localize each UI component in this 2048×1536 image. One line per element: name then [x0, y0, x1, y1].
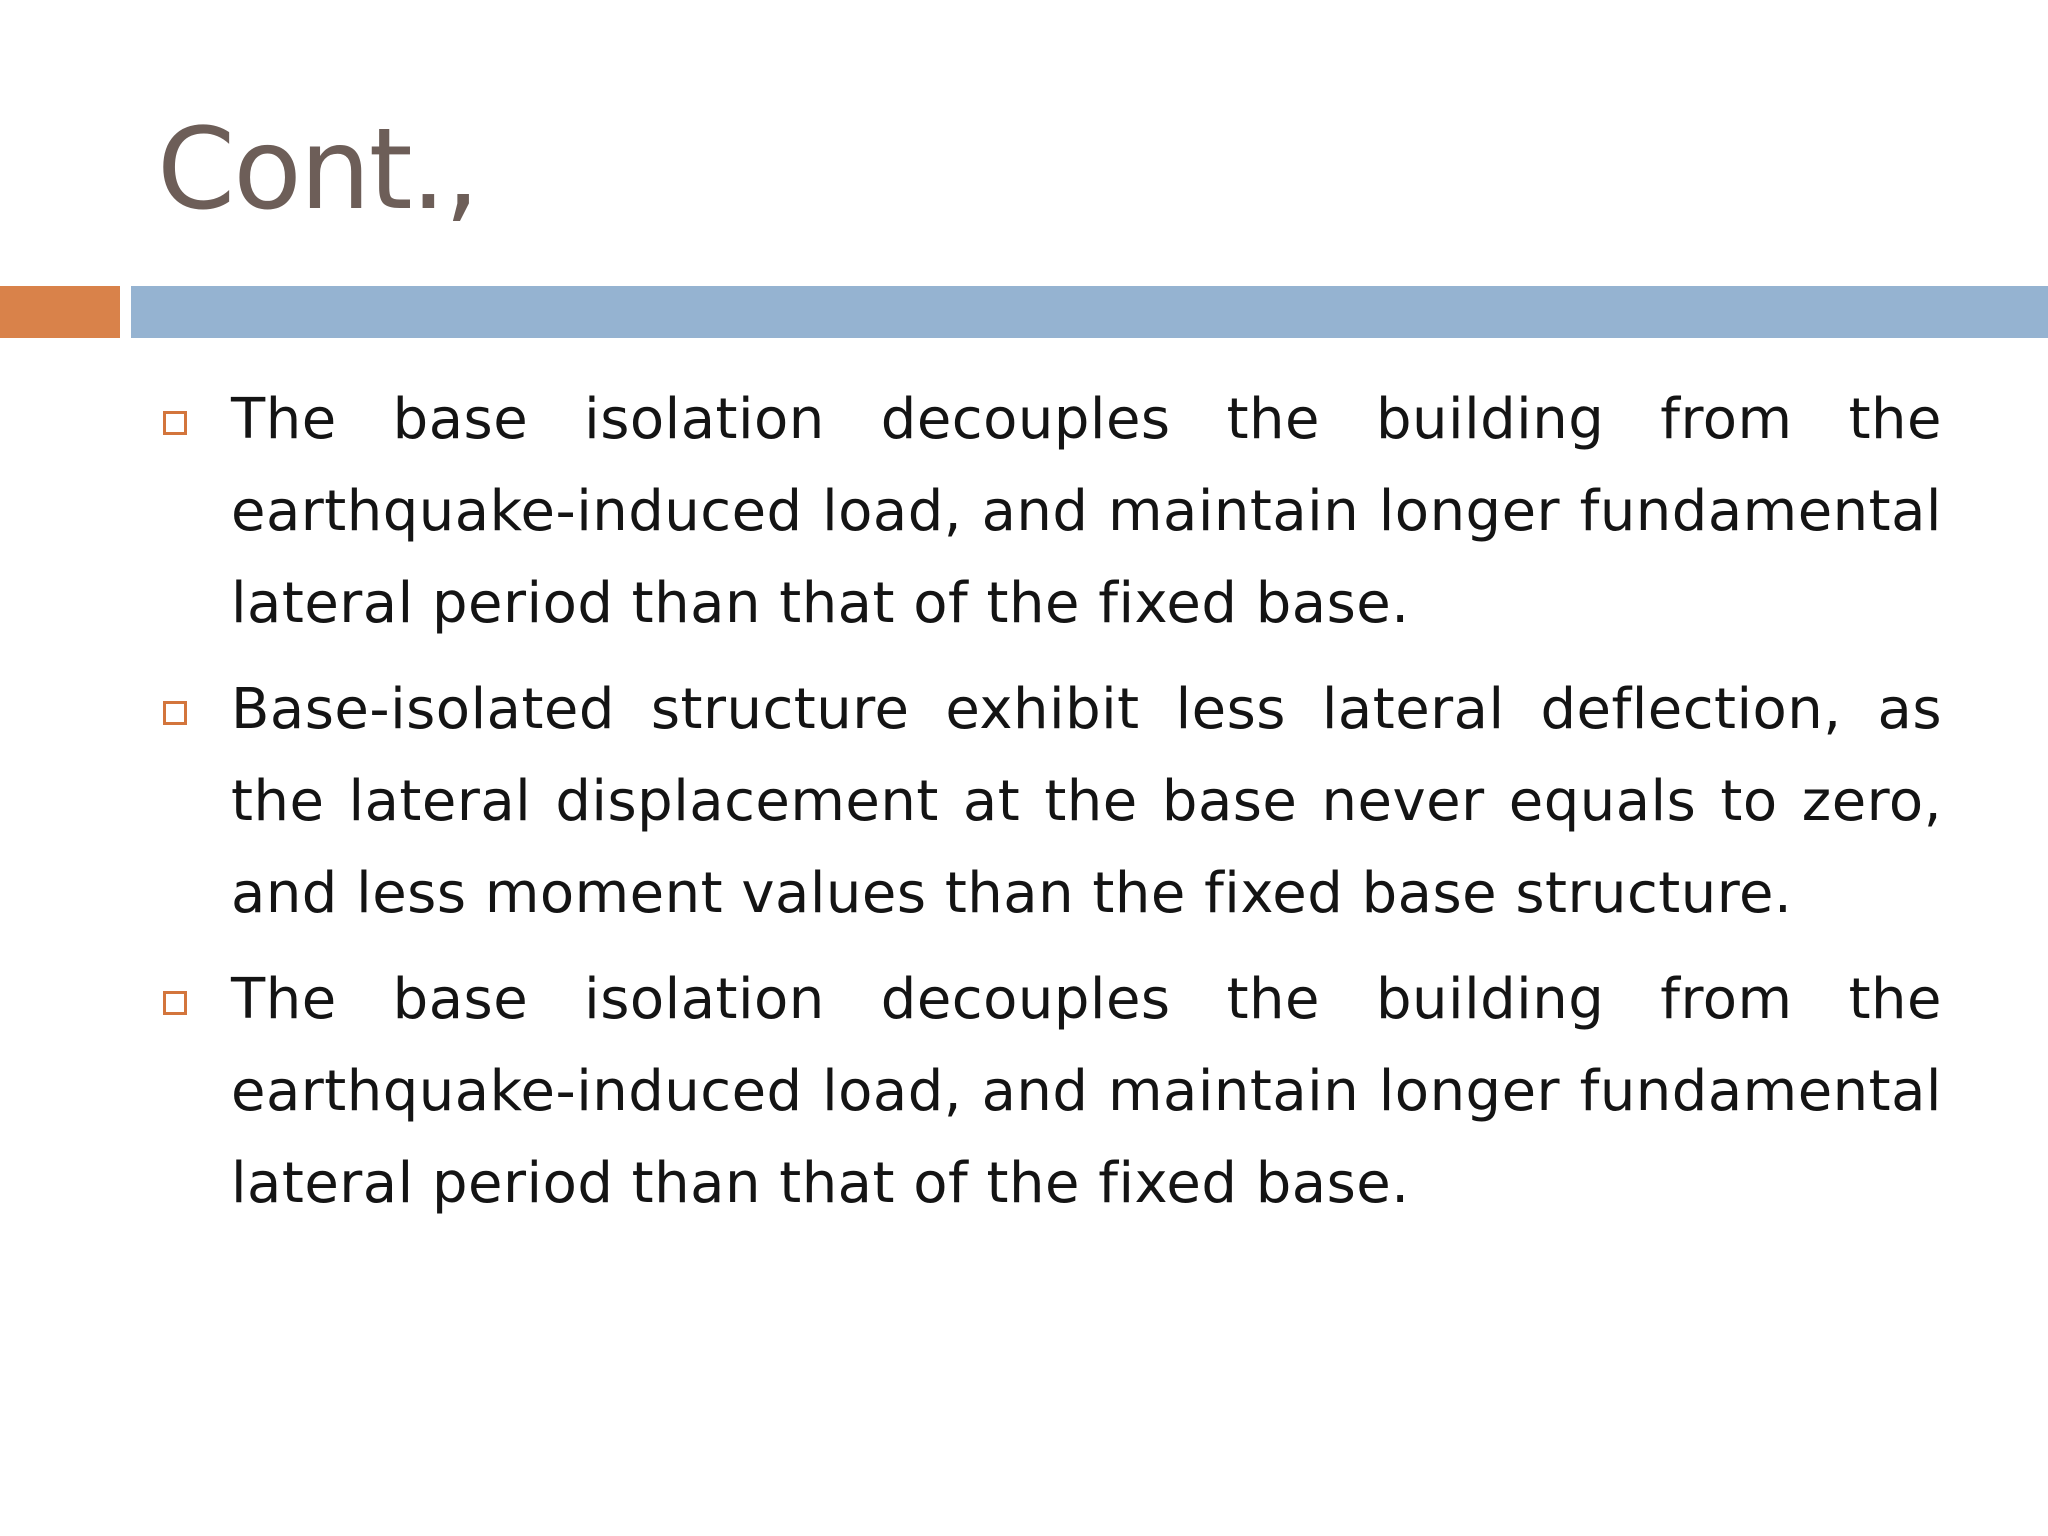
list-item: [160, 664, 1942, 940]
accent-bar-blue: [131, 286, 2048, 338]
list-item: [160, 374, 1942, 650]
bullet-text: The base isolation decouples the building from the earthquake-induced load, and maintain longer fundamental lateral period than that of the fixed base.: [231, 387, 1942, 636]
bullet-text: The base isolation decouples the building from the earthquake-induced load, and maintain longer fundamental lateral period than that of the fixed base.: [231, 967, 1942, 1216]
list-item: [160, 954, 1942, 1230]
slide-title: Cont.,: [157, 105, 478, 235]
bullet-text: Base-isolated structure exhibit less lateral deflection, as the lateral displacement at the base never equals to zero, and less moment values than the fixed base structure.: [231, 677, 1942, 926]
bullet-list: [160, 374, 1942, 1244]
hollow-square-bullet-icon: [163, 991, 187, 1015]
hollow-square-bullet-icon: [163, 701, 187, 725]
hollow-square-bullet-icon: [163, 411, 187, 435]
accent-bar-orange: [0, 286, 120, 338]
